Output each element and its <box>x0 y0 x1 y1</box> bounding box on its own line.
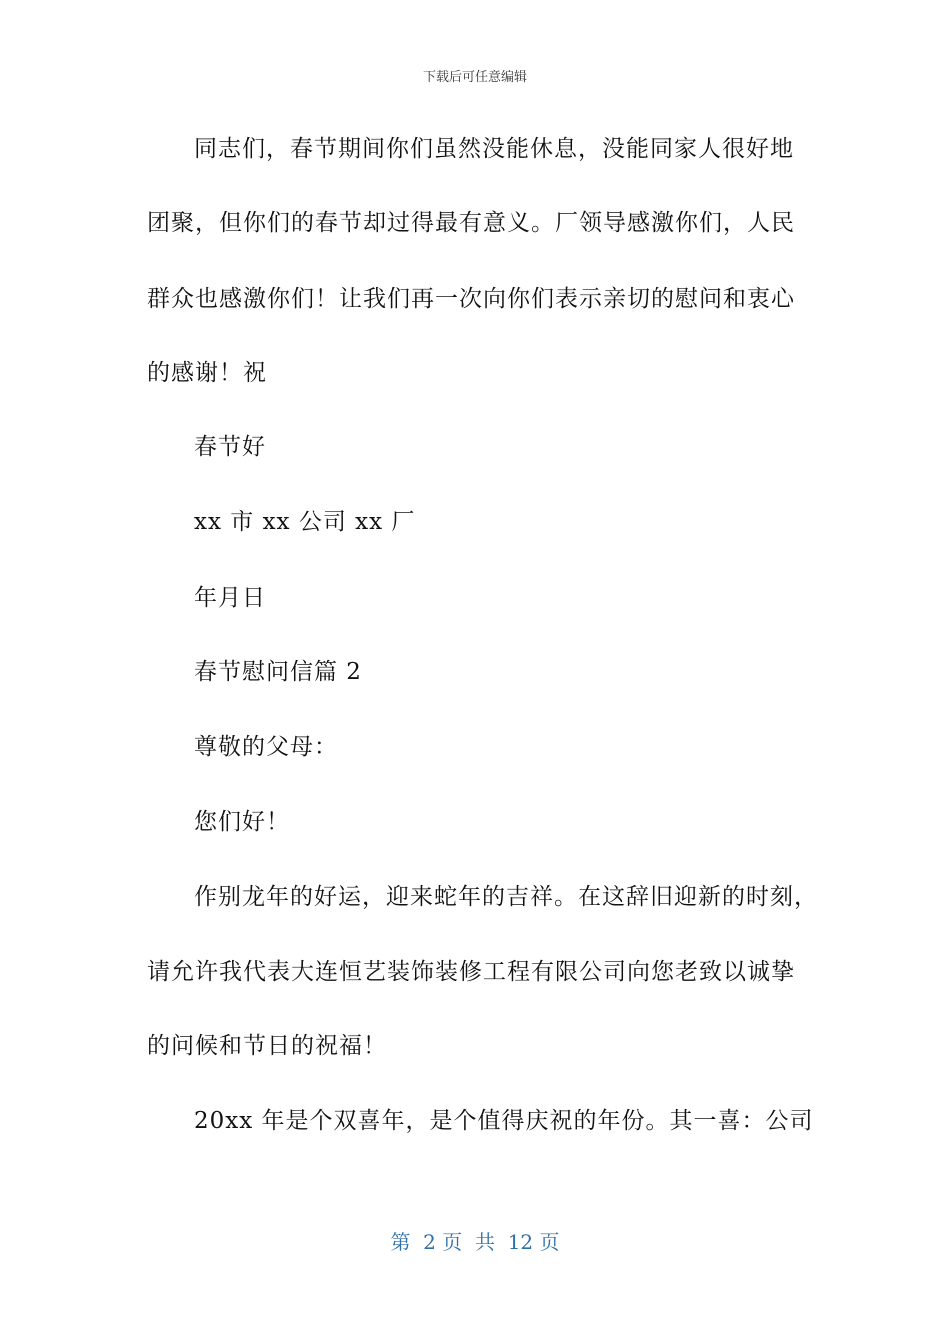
greeting-line: 您们好！ <box>194 809 290 835</box>
paragraph-line: 的问候和节日的祝福！ <box>147 1033 387 1059</box>
greeting-line: 春节好 <box>194 434 266 460</box>
paragraph-line: 20xx 年是个双喜年，是个值得庆祝的年份。其一喜：公司 <box>194 1108 814 1134</box>
salutation-line: 尊敬的父母： <box>194 734 338 760</box>
paragraph-line: 的感谢！祝 <box>147 360 267 386</box>
paragraph-line: 团聚，但你们的春节却过得最有意义。厂领导感激你们，人民 <box>147 210 795 236</box>
section-title: 春节慰问信篇 2 <box>194 659 362 685</box>
paragraph-line: 请允许我代表大连恒艺装饰装修工程有限公司向您老致以诚挚 <box>147 959 795 985</box>
header-note: 下载后可任意编辑 <box>422 70 527 85</box>
signature-line: xx 市 xx 公司 xx 厂 <box>194 509 416 535</box>
paragraph-line: 同志们，春节期间你们虽然没能休息，没能同家人很好地 <box>194 136 794 162</box>
paragraph-line: 作别龙年的好运，迎来蛇年的吉祥。在这辞旧迎新的时刻， <box>194 884 818 910</box>
page-number: 第 2 页 共 12 页 <box>390 1230 560 1254</box>
paragraph-line: 群众也感激你们！让我们再一次向你们表示亲切的慰问和衷心 <box>147 286 795 312</box>
date-line: 年月日 <box>194 585 266 611</box>
